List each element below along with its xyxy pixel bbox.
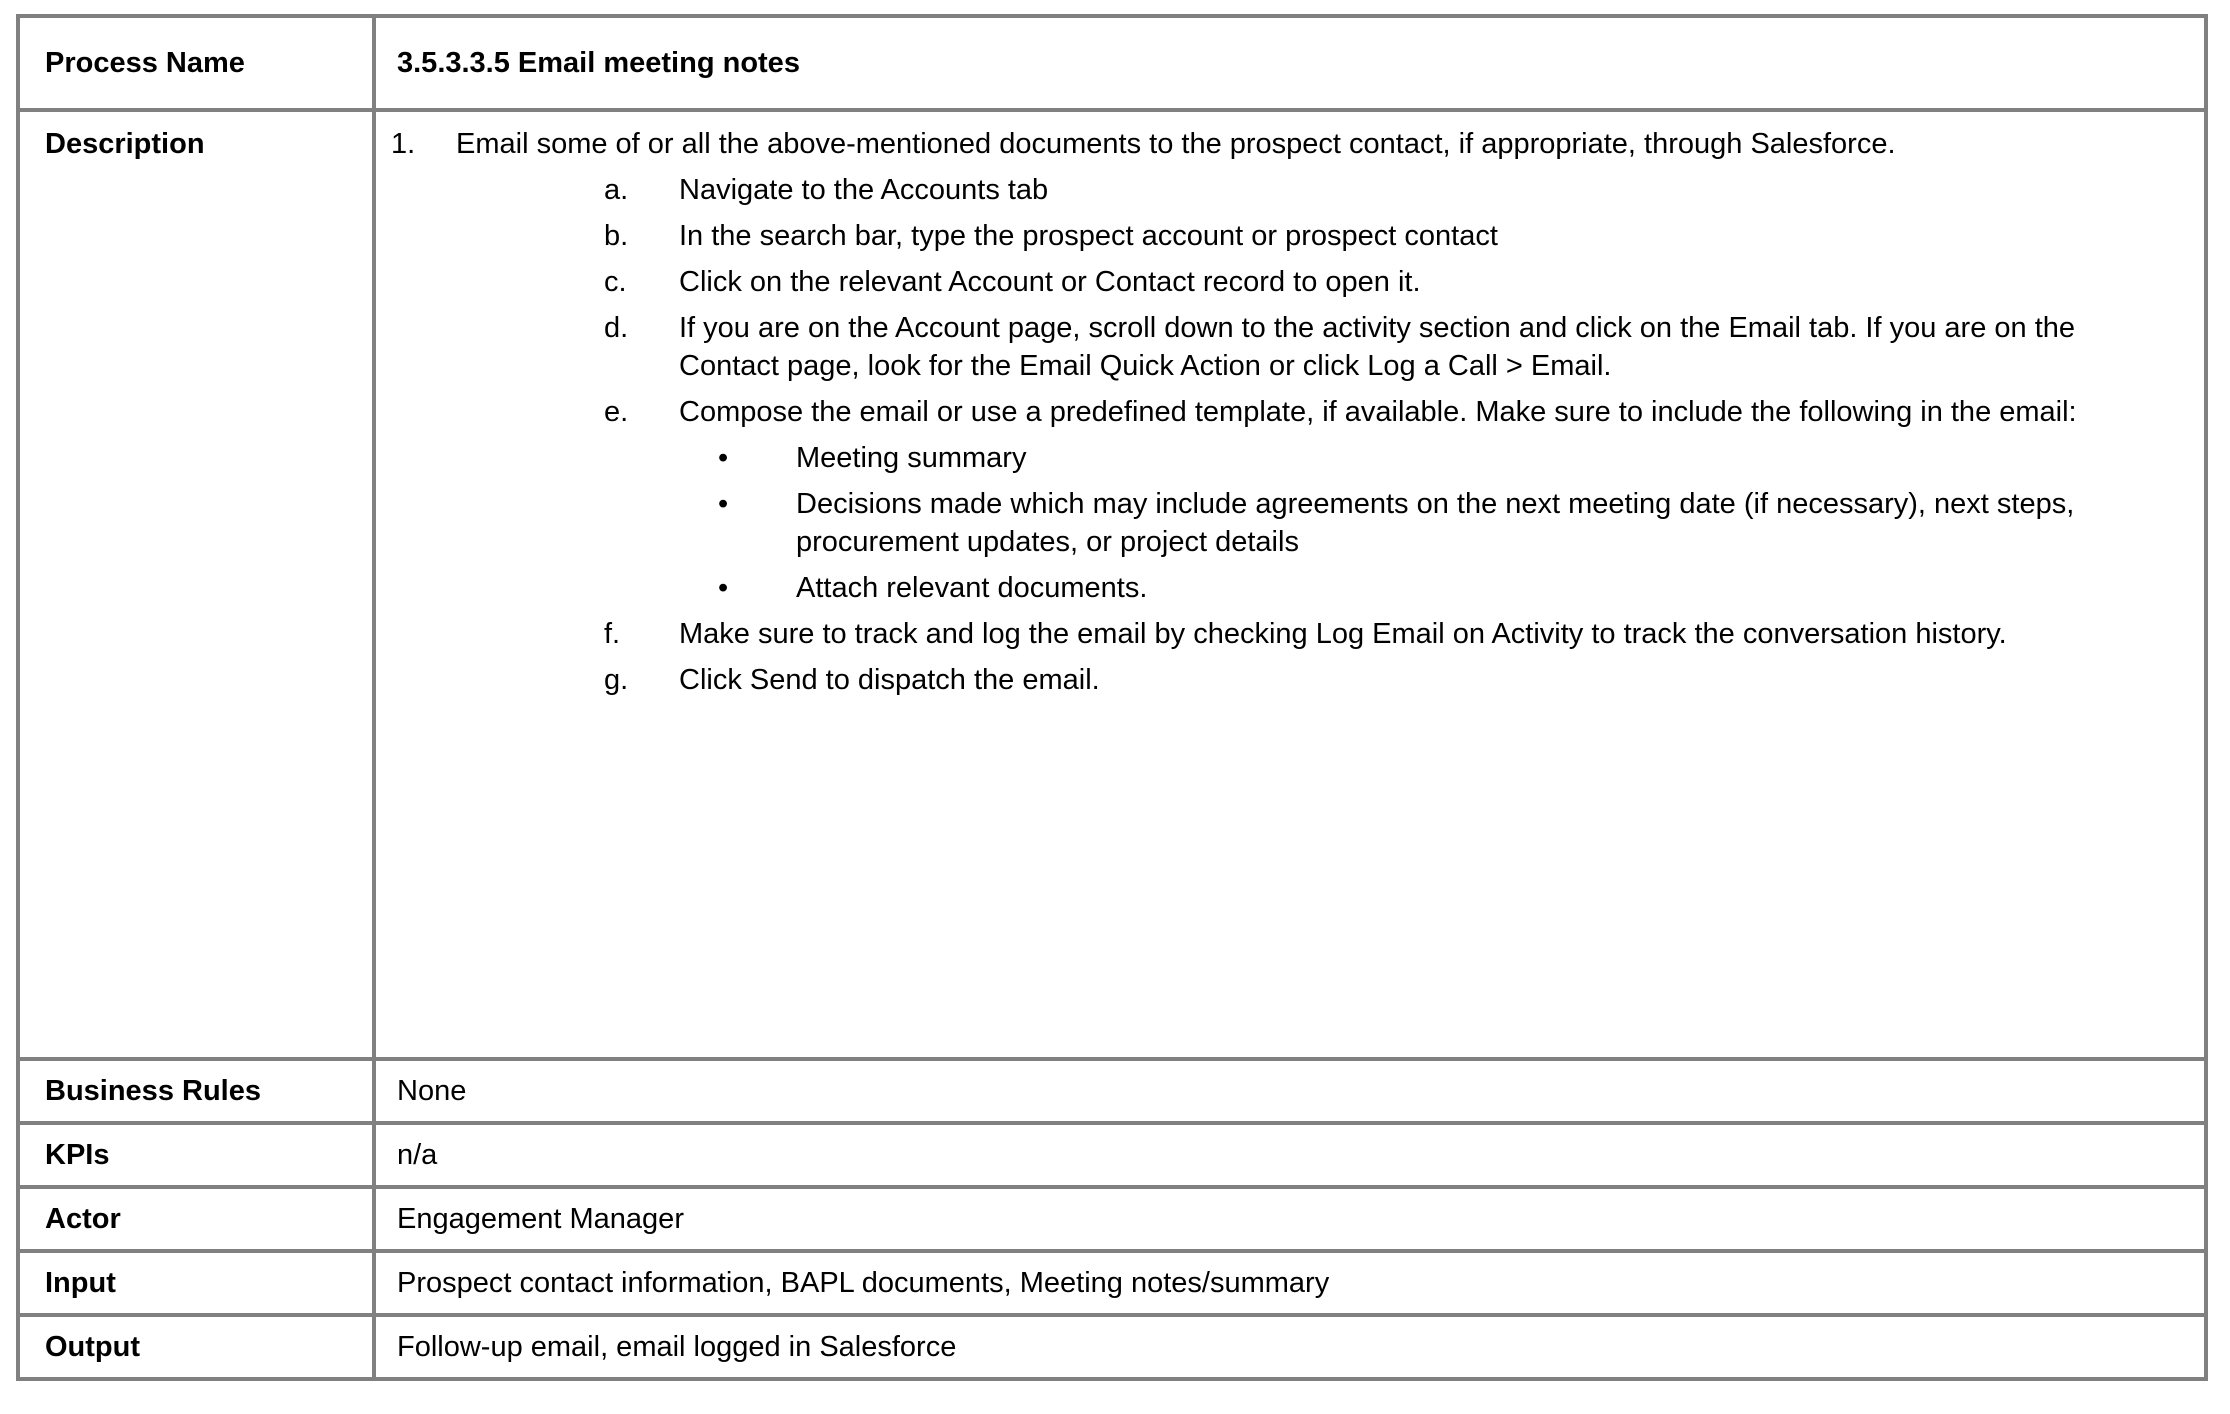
bullet-icon: • <box>718 442 729 474</box>
list-item-text: Compose the email or use a predefined template, if available. Make sure to include the following in the email: <box>679 396 2077 428</box>
list-item-text: Click on the relevant Account or Contact record to open it. <box>679 266 1421 298</box>
list-item-text: In the search bar, type the prospect account or prospect contact <box>679 220 1498 252</box>
list-item-text: If you are on the Account page, scroll down to the activity section and click on the Email tab. If you are on the Contact page, look for the Email Quick Action or click Log a Call > Email. <box>679 312 2076 382</box>
list-item-text: Email some of or all the above-mentioned documents to the prospect contact, if appropriate, through Salesforce. <box>456 128 1896 160</box>
list-item-text: Click Send to dispatch the email. <box>679 664 1100 696</box>
actor-value: Engagement Manager <box>374 1187 2206 1251</box>
output-label: Output <box>18 1315 374 1379</box>
list-item-e <box>376 393 2145 431</box>
bullet-item-decisions-made <box>376 485 2145 561</box>
list-item-c <box>376 263 2145 301</box>
process-definition-table <box>16 14 2208 1381</box>
list-item-b <box>376 217 2145 255</box>
table-row-description <box>18 110 2206 1059</box>
bullet-item-text: Meeting summary <box>796 442 1027 474</box>
table-row-input <box>18 1251 2206 1315</box>
list-marker: c. <box>604 266 627 298</box>
list-item-d <box>376 309 2145 385</box>
business-rules-value: None <box>374 1059 2206 1123</box>
list-marker: b. <box>604 220 629 252</box>
list-item-text: Navigate to the Accounts tab <box>679 174 1049 206</box>
description-value <box>374 110 2206 1059</box>
bullet-icon: • <box>718 572 729 604</box>
list-marker: d. <box>604 312 629 344</box>
table-row-kpis <box>18 1123 2206 1187</box>
list-item-a <box>376 171 2145 209</box>
bullet-icon: • <box>718 488 729 520</box>
list-marker: g. <box>604 664 629 696</box>
process-name-label: Process Name <box>18 16 374 110</box>
list-marker: 1. <box>391 128 416 160</box>
bullet-item-attach-documents <box>376 569 2145 607</box>
bullet-item-text: Attach relevant documents. <box>796 572 1148 604</box>
list-item-g <box>376 661 2145 699</box>
input-value: Prospect contact information, BAPL documents, Meeting notes/summary <box>374 1251 2206 1315</box>
business-rules-label: Business Rules <box>18 1059 374 1123</box>
kpis-label: KPIs <box>18 1123 374 1187</box>
list-item-1 <box>376 125 2145 163</box>
list-marker: f. <box>604 618 621 650</box>
table-row-business-rules <box>18 1059 2206 1123</box>
list-marker: a. <box>604 174 629 206</box>
table-row-actor <box>18 1187 2206 1251</box>
list-marker: e. <box>604 396 629 428</box>
input-label: Input <box>18 1251 374 1315</box>
list-item-text: Make sure to track and log the email by checking Log Email on Activity to track the conversation history. <box>679 618 2007 650</box>
output-value: Follow-up email, email logged in Salesforce <box>374 1315 2206 1379</box>
description-label: Description <box>18 110 374 1059</box>
list-item-f <box>376 615 2145 653</box>
kpis-value: n/a <box>374 1123 2206 1187</box>
bullet-item-text: Decisions made which may include agreements on the next meeting date (if necessary), next steps, procurement updates, or project details <box>796 488 2075 558</box>
process-name-value: 3.5.3.3.5 Email meeting notes <box>374 16 2206 110</box>
table-row-process-name <box>18 16 2206 110</box>
table-row-output <box>18 1315 2206 1379</box>
bullet-item-meeting-summary <box>376 439 2145 477</box>
actor-label: Actor <box>18 1187 374 1251</box>
